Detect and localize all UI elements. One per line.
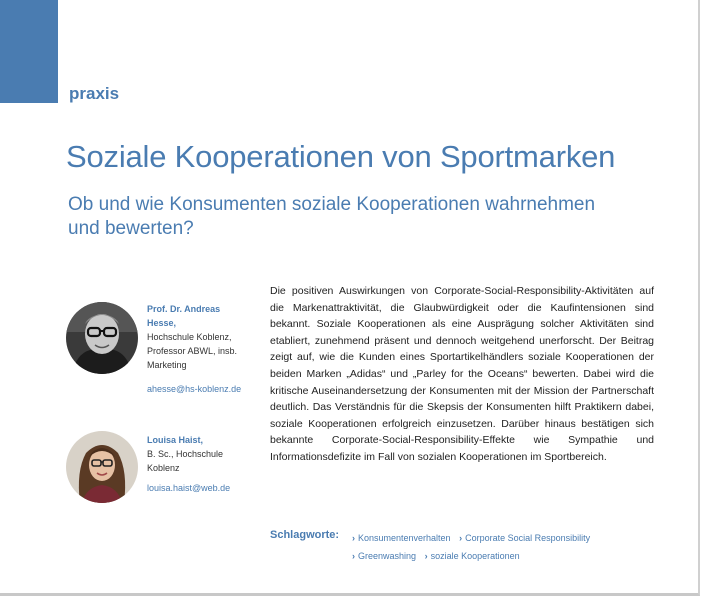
article-title: Soziale Kooperationen von Sportmarken — [66, 139, 616, 174]
chevron-right-icon: › — [352, 551, 355, 561]
author-affiliation-line: Hochschule Koblenz, — [147, 332, 232, 342]
author-email-link[interactable]: louisa.haist@web.de — [147, 483, 231, 493]
author-name: Louisa Haist, — [147, 435, 204, 445]
keywords-line — [352, 547, 652, 565]
author-photo-avatar — [66, 302, 138, 374]
chevron-right-icon: › — [352, 533, 355, 543]
chevron-right-icon: › — [459, 533, 463, 543]
author-affiliation-line: Marketing — [147, 360, 187, 370]
author-affiliation-line: Professor ABWL, insb. — [147, 346, 238, 356]
keywords-line — [352, 529, 652, 547]
article-abstract: Die positiven Auswirkungen von Corporate-Social-Responsibility-Aktivitäten auf die Markenattraktivität, die Glaubwürdigkeit oder die Kaufintensionen sind bekannt. Soziale Kooperationen als eine Ausprägung solcher Aktivitäten sind etabliert, zunehmend präsent und dennoch weitgehend unerforscht. Der Beitrag zeigt auf, wie die Kunden eines Sportartikelhändlers soziale Kooperationen der beiden Marken „Adidas“ und „Parley for the Oceans“ bewerten. Dabei wird die kritische Auseinandersetzung der Konsumenten mit der Mission der Partnerschaft deutlich. Das Verständnis für die Skepsis der Konsumenten hilft Praktikern dabei, soziale Kooperationen erfolgreich einzusetzen. Darüber hinaus bestätigen sich bekannte Corporate-Social-Responsibility-Effekte wie Sympathie und Informationsdefizite im Fall von sozialen Kooperationen im Sportbereich. — [270, 285, 654, 463]
keyword-link[interactable]: › soziale Kooperationen — [424, 551, 520, 561]
keyword-link[interactable]: › Corporate Social Responsibility — [459, 533, 591, 543]
keywords-list — [352, 529, 652, 565]
chevron-right-icon: › — [424, 551, 428, 561]
author-photo-avatar — [66, 431, 138, 503]
author-email-link[interactable]: ahesse@hs-koblenz.de — [147, 384, 242, 394]
article-subtitle: Ob und wie Konsumenten soziale Kooperationen wahrnehmen und bewerten? — [68, 194, 596, 239]
section-color-block — [0, 0, 58, 103]
keywords-label: Schlagworte: — [270, 529, 340, 541]
section-label: praxis — [69, 84, 120, 103]
author-info — [147, 433, 247, 495]
keyword-link[interactable]: › Greenwashing — [352, 551, 417, 561]
author-affiliation-line: Koblenz — [147, 463, 180, 473]
author-name: Prof. Dr. Andreas Hesse, — [147, 304, 221, 328]
author-info — [147, 302, 247, 396]
keyword-link[interactable]: › Konsumentenverhalten — [352, 533, 451, 543]
author-affiliation-line: B. Sc., Hochschule — [147, 449, 224, 459]
